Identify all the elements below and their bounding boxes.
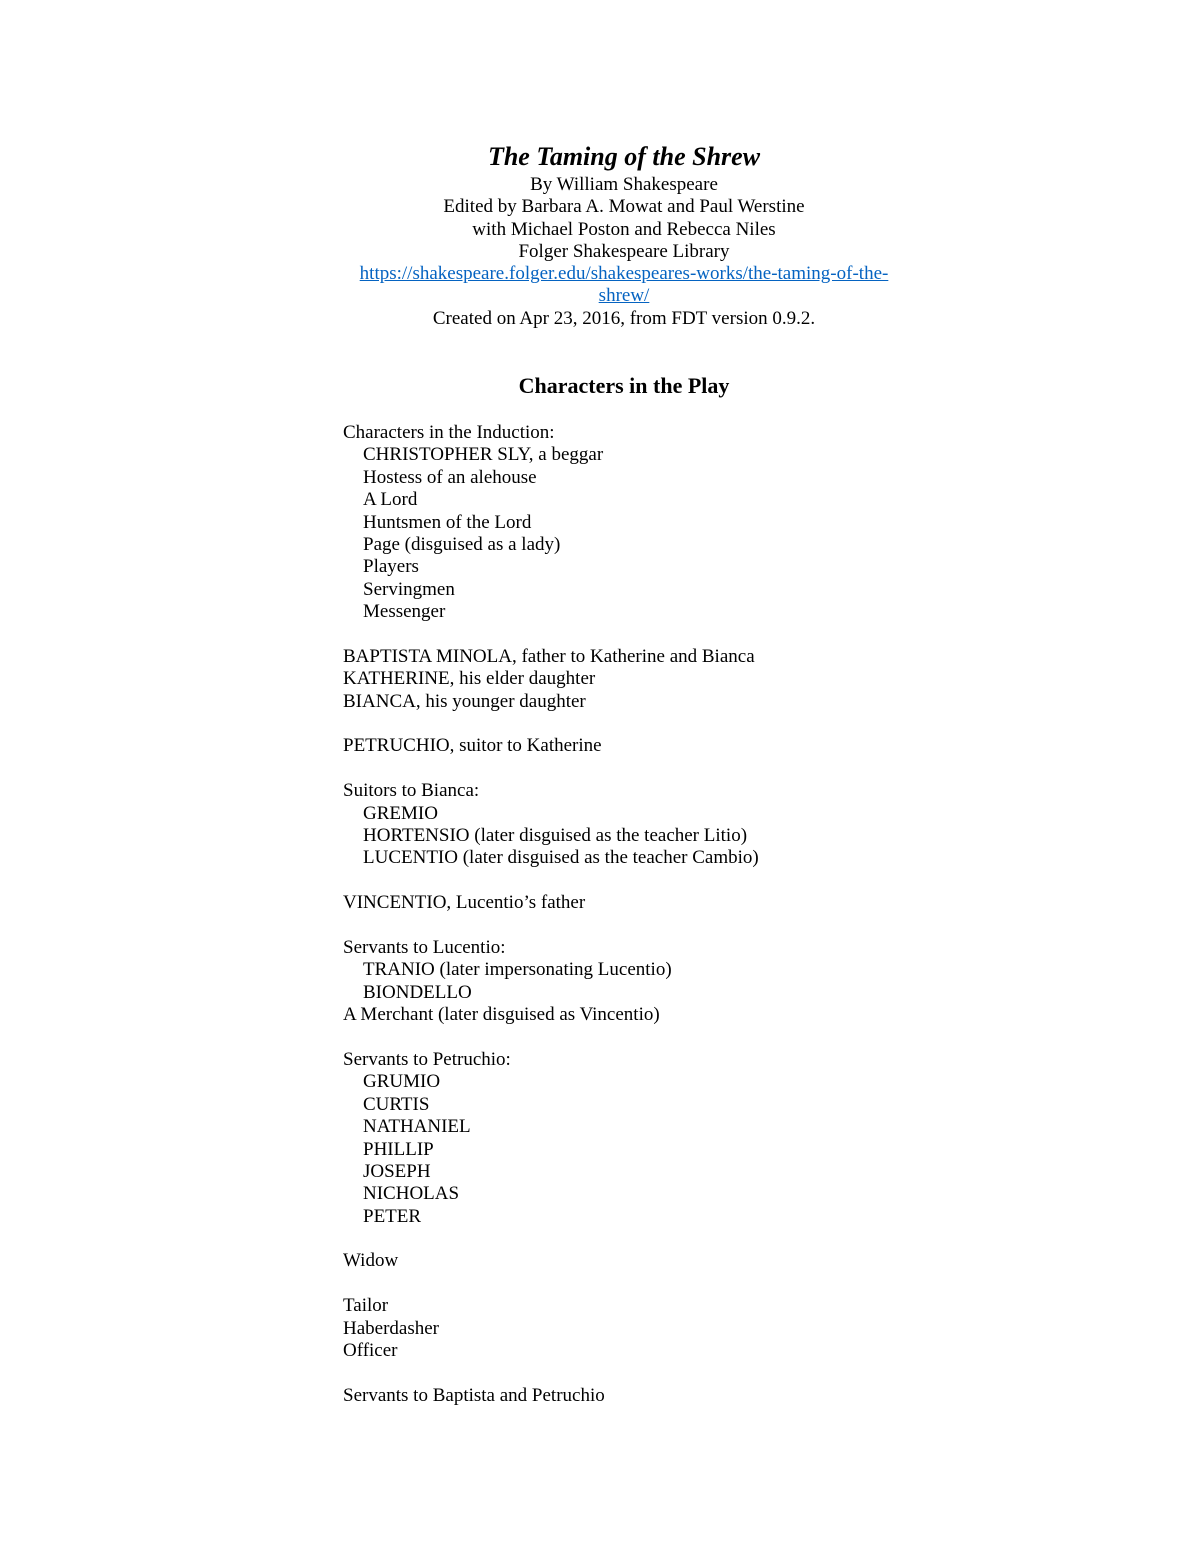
title-block	[0, 141, 1200, 330]
contributors-line: with Michael Poston and Rebecca Niles	[472, 218, 776, 240]
list-item: Servants to Lucentio:	[343, 936, 506, 958]
list-item: A Merchant (later disguised as Vincentio)	[343, 1004, 660, 1026]
list-item: NATHANIEL	[363, 1116, 471, 1138]
list-item: PHILLIP	[363, 1138, 434, 1160]
list-item: LUCENTIO (later disguised as the teacher Cambio)	[363, 847, 759, 869]
list-item: A Lord	[363, 489, 418, 511]
list-item: Haberdasher	[343, 1317, 440, 1339]
list-item: Widow	[343, 1250, 399, 1272]
blank-line	[343, 713, 759, 735]
editors-line: Edited by Barbara A. Mowat and Paul Werstine	[443, 196, 805, 218]
list-item: Hostess of an alehouse	[363, 466, 537, 488]
source-link[interactable]	[344, 263, 904, 308]
list-item: Suitors to Bianca:	[343, 780, 480, 802]
source-link-line-1[interactable]: https://shakespeare.folger.edu/shakespeares-works/the-taming-of-the-	[359, 263, 889, 285]
document-title: The Taming of the Shrew	[487, 142, 761, 171]
author-line: By William Shakespeare	[530, 174, 718, 195]
list-item: JOSEPH	[363, 1160, 431, 1182]
list-item: NICHOLAS	[363, 1183, 460, 1205]
blank-line	[343, 915, 759, 937]
list-item: GREMIO	[363, 802, 438, 824]
list-item: BIANCA, his younger daughter	[343, 690, 586, 712]
blank-line	[343, 1362, 759, 1384]
list-item: BIONDELLO	[363, 981, 472, 1003]
list-item: VINCENTIO, Lucentio’s father	[343, 892, 586, 914]
blank-line	[343, 1027, 759, 1049]
blank-line	[343, 1228, 759, 1250]
publisher-line: Folger Shakespeare Library	[518, 240, 730, 262]
list-item: Page (disguised as a lady)	[363, 533, 561, 555]
characters-heading: Characters in the Play	[518, 373, 730, 398]
blank-line	[343, 1273, 759, 1295]
list-item: Officer	[343, 1340, 398, 1362]
list-item: PETRUCHIO, suitor to Katherine	[343, 735, 602, 757]
blank-line	[343, 870, 759, 892]
list-item: TRANIO (later impersonating Lucentio)	[363, 959, 672, 981]
character-list	[343, 422, 759, 1407]
list-item: Characters in the Induction:	[343, 422, 555, 443]
list-item: GRUMIO	[363, 1071, 441, 1093]
list-item: Tailor	[343, 1295, 389, 1317]
list-item: CURTIS	[363, 1093, 430, 1115]
list-item: BAPTISTA MINOLA, father to Katherine and Bianca	[343, 645, 755, 667]
list-item: KATHERINE, his elder daughter	[343, 668, 596, 690]
source-link-line-2[interactable]: shrew/	[598, 285, 650, 307]
list-item: Players	[363, 556, 419, 578]
list-item: Servants to Baptista and Petruchio	[343, 1384, 605, 1406]
list-item: Servants to Petruchio:	[343, 1048, 511, 1070]
list-item: HORTENSIO (later disguised as the teacher Litio)	[363, 825, 748, 847]
blank-line	[343, 624, 759, 646]
list-item: Servingmen	[363, 578, 455, 600]
list-item: PETER	[363, 1205, 422, 1227]
list-item: Huntsmen of the Lord	[363, 511, 532, 533]
list-item: Messenger	[363, 601, 446, 623]
list-item: CHRISTOPHER SLY, a beggar	[363, 444, 604, 466]
blank-line	[343, 758, 759, 780]
created-line: Created on Apr 23, 2016, from FDT version 0.9.2.	[432, 307, 816, 329]
